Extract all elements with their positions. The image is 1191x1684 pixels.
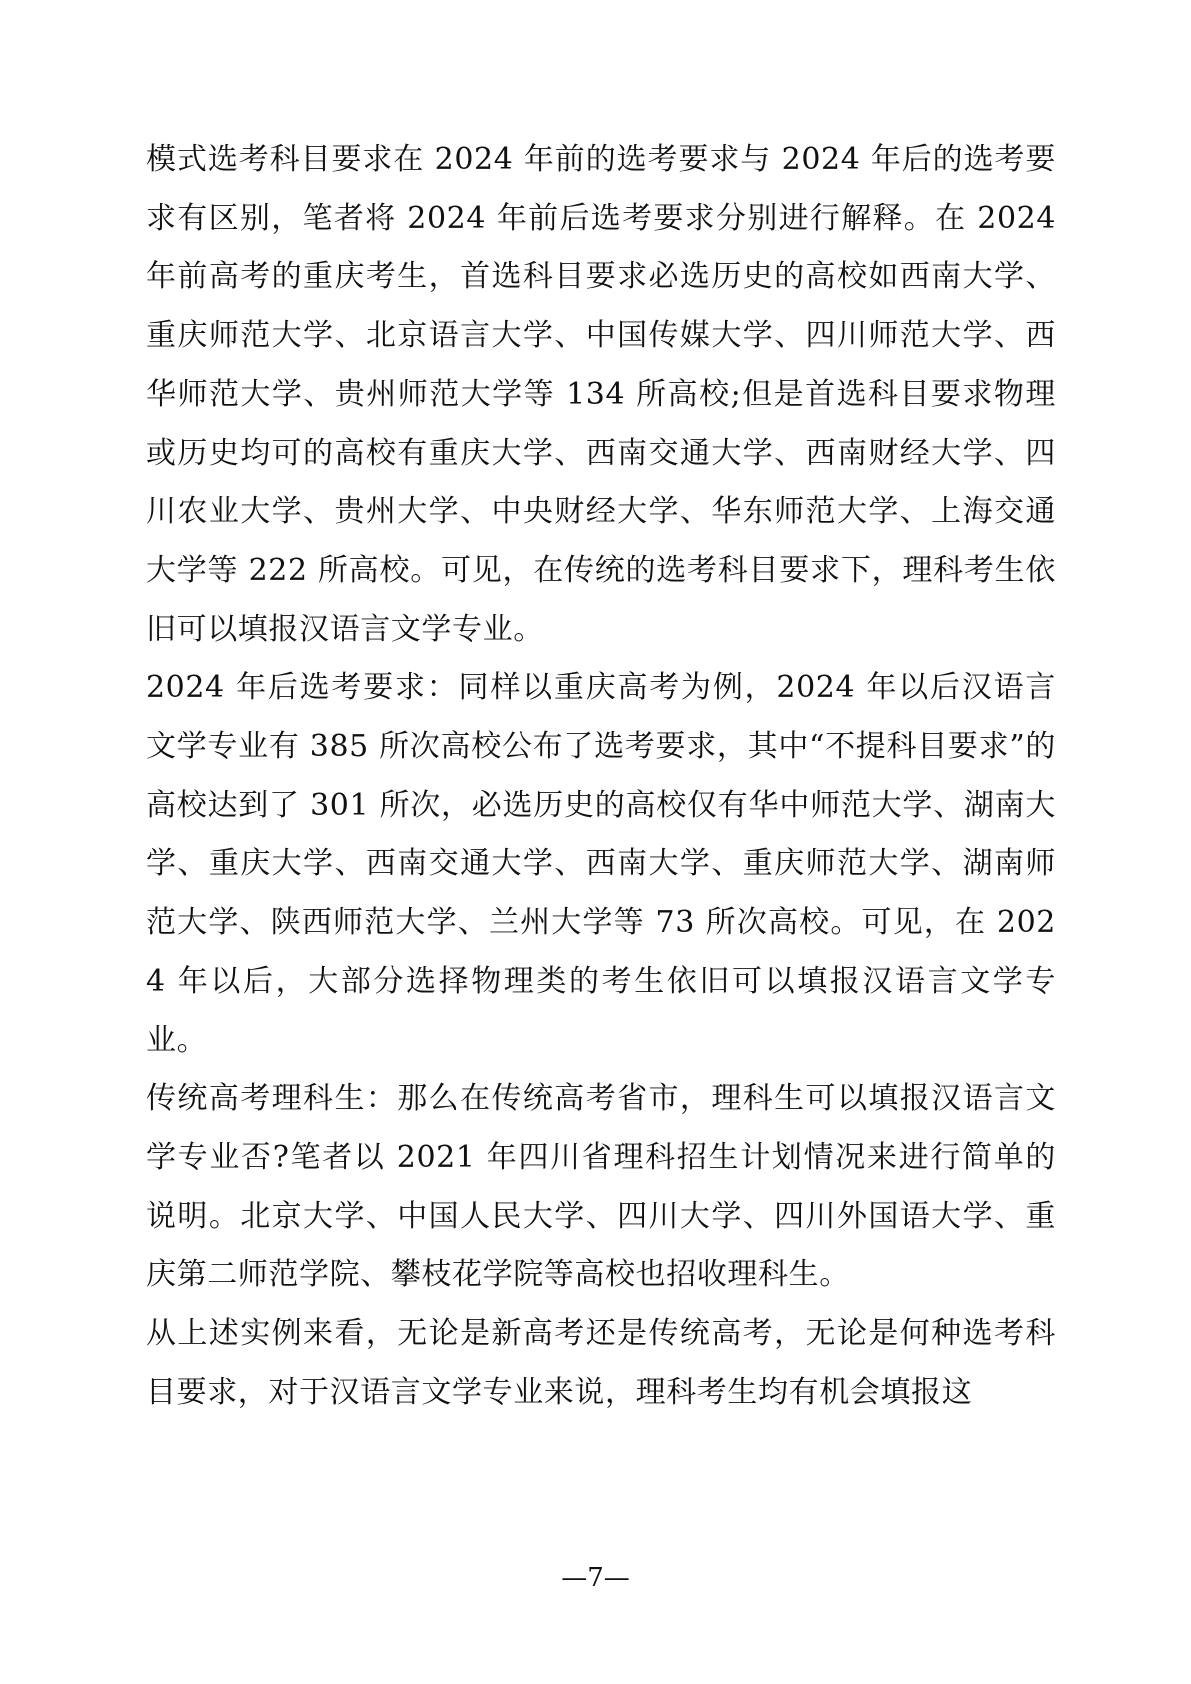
page-number: —7— [561, 1563, 630, 1593]
body-text [146, 131, 1056, 1422]
paragraph-conclusion: 从上述实例来看，无论是新高考还是传统高考，无论是何种选考科目要求，对于汉语言文学专业来说，理科考生均有机会填报这 [146, 1316, 1056, 1410]
paragraph-traditional-science-students: 传统高考理科生：那么在传统高考省市，理科生可以填报汉语言文学专业否?笔者以 2021 年四川省理科招生计划情况来进行简单的说明。北京大学、中国人民大学、四川大学、四川外国语大学、重庆第二师范学院、攀枝花学院等高校也招收理科生。 [146, 1081, 1056, 1293]
paragraph-subject-requirements-after-2024: 2024 年后选考要求：同样以重庆高考为例，2024 年以后汉语言文学专业有 385 所次高校公布了选考要求，其中“不提科目要求”的高校达到了 301 所次，必选历史的高校仅有华中师范大学、湖南大学、重庆大学、西南交通大学、西南大学、重庆师范大学、湖南师范大学、陕西师范大学、兰州大学等 73 所次高校。可见，在 2024 年以后，大部分选择物理类的考生依旧可以填报汉语言文学专业。 [146, 670, 1056, 1058]
paragraph-subject-requirements-before-2024: 模式选考科目要求在 2024 年前的选考要求与 2024 年后的选考要求有区别，笔者将 2024 年前后选考要求分别进行解释。在 2024 年前高考的重庆考生，首选科目要求必选历史的高校如西南大学、重庆师范大学、北京语言大学、中国传媒大学、四川师范大学、西华师范大学、贵州师范大学等 134 所高校;但是首选科目要求物理或历史均可的高校有重庆大学、西南交通大学、西南财经大学、四川农业大学、贵州大学、中央财经大学、华东师范大学、上海交通大学等 222 所高校。可见，在传统的选考科目要求下，理科考生依旧可以填报汉语言文学专业。 [146, 142, 1056, 647]
